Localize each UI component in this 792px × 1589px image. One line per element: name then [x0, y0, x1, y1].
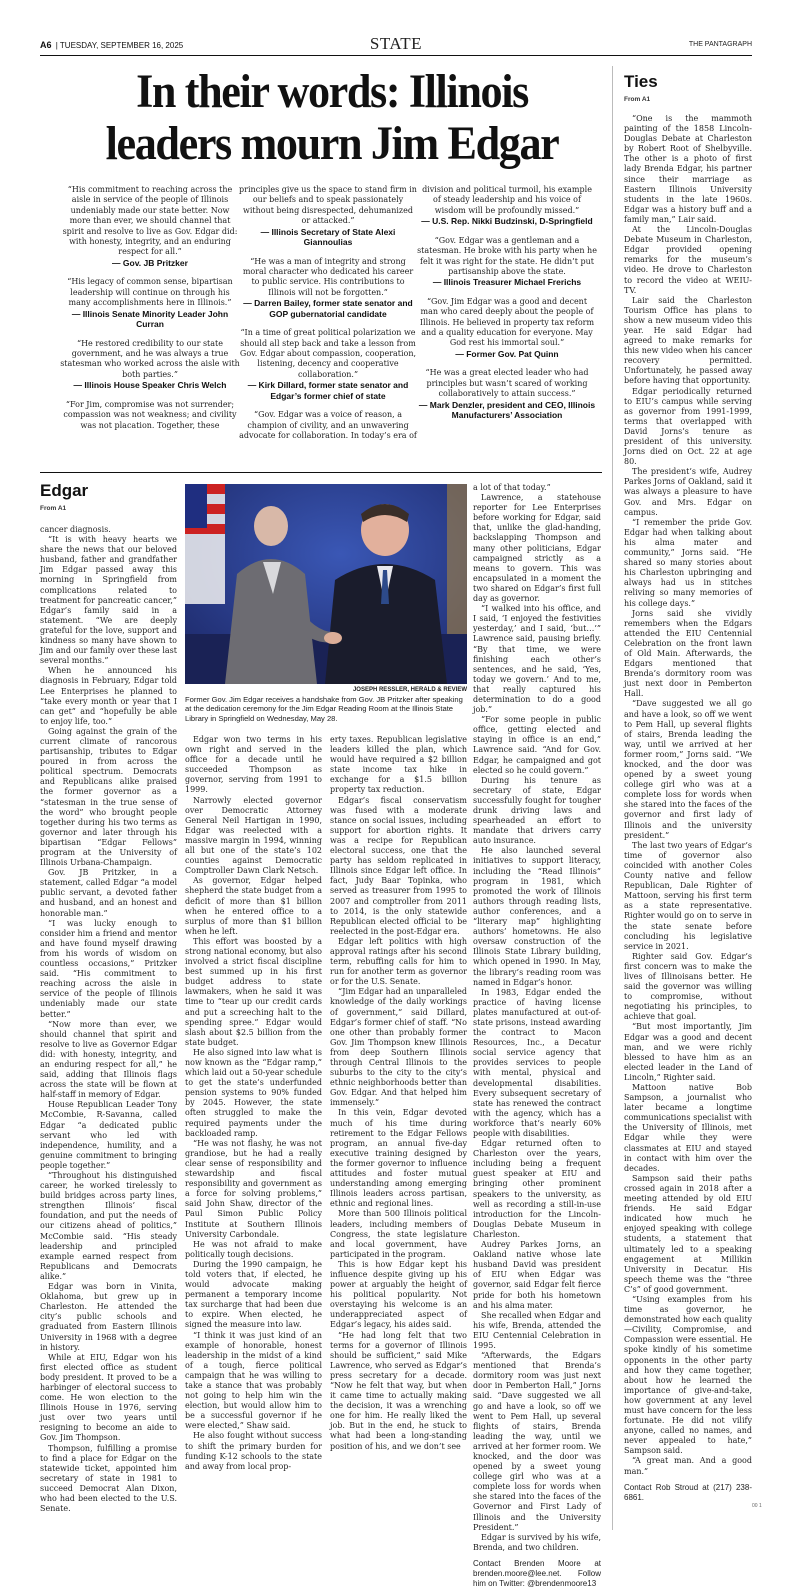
- article-paragraph: “For some people in public office, getting elected and staying in office is an end,” Lawrence said. “And for Gov. Edgar, he campaigned and got elected so he could govern.”: [473, 715, 601, 775]
- quote-text: “Gov. Edgar was a gentleman and a statesman. He broke with his party when he felt it was right for the state. He didn’t put partisanship above the state.: [417, 235, 597, 276]
- ties-heading: Ties: [624, 72, 658, 91]
- article-paragraph: More than 500 Illinois political leaders, including members of Congress, the state legislature and local government, have participated in the program.: [330, 1209, 467, 1259]
- article-paragraph: “Now more than ever, we should channel that spirit and resolve to live as Governor Edgar did: with honesty, integrity, and an enduring respect for all,” he said, adding that Illinois flags across the state will be flown at half-staff in memory of Edgar.: [40, 1019, 177, 1100]
- article-paragraph: House Republican Leader Tony McCombie, R-Savanna, called Edgar “a dedicated public servant who led with independence, humility, and a genuine commitment to bringing people together.”: [40, 1100, 177, 1170]
- article-paragraph: “I walked into his office, and I said, ‘I enjoyed the festivities yesterday,’ and I said, ‘but…’” Lawrence said, pausing briefly. “By that time, we were finishing each other’s sentences, and he said, ‘Yes, today we govern.’ And to me, that really captured his determination to do a good job.”: [473, 604, 601, 715]
- article-paragraph: Lair said the Charleston Tourism Office has plans to show a new museum video this year. He said Edgar had agreed to make remarks for this new video when his cancer recovery permitted. Unfortunately, he passed away before having that opportunity.: [624, 295, 752, 386]
- page-code: 00 1: [752, 1503, 762, 1509]
- article-paragraph: In 1983, Edgar ended the practice of having license plates manufactured at out-of-state prisons, instead awarding the contract to Macon Resources, Inc., a Decatur social service agency that provides services to people with mental, physical and developmental disabilities. Every subsequent secretary of state has renewed the contract with the agency, which has a workforce that’s nearly 60% people with disabilities.: [473, 987, 601, 1138]
- news-photo: [185, 484, 467, 684]
- tribute-quote: [60, 277, 240, 329]
- quote-text: “Gov. Edgar was a voice of reason, a champion of civility, and an unwavering advocate for collaboration. In today’s era of: [239, 410, 417, 441]
- article-paragraph: Audrey Parkes Jorns, an Oakland native whose late husband David was president of EIU when Edgar was governor, said Edgar felt fierce pride for both his hometown and his alma mater.: [473, 1240, 601, 1310]
- article-paragraph: Lawrence, a statehouse reporter for Lee Enterprises before working for Edgar, said that, unlike the glad-handing, backslapping Thompson and many other politicians, Edgar campaigned strictly as a means to govern. This was encapsulated in a moment the two shared on Edgar’s first full day as governor.: [473, 493, 601, 604]
- photo-caption: Former Gov. Jim Edgar receives a handshake from Gov. JB Pritzker after speaking at the dedication ceremony for the Jim Edgar Reading Room at the Illinois State Library in Springfield on Wednesday, May 28.: [185, 695, 463, 723]
- quote-attribution: — U.S. Rep. Nikki Budzinski, D-Springfield: [421, 216, 593, 227]
- quote-text: “He restored credibility to our state government, and he was always a true statesman who worked across the aisle with both parties.”: [60, 338, 240, 379]
- edgar-heading: Edgar: [40, 481, 89, 500]
- article-paragraph: She recalled when Edgar and his wife, Brenda, attended the EIU Centennial Celebration in 1995.: [473, 1310, 601, 1350]
- quote-attribution: — Mark Denzler, president and CEO, Illinois Manufacturers’ Association: [418, 399, 596, 421]
- article-paragraph: “I think it was just kind of an example of honorable, honest leadership in the midst of a kind of a tough, fierce political campaign that he was willing to take a stance that was probably not going to help him win the election, but would allow him to be a successful governor if he were elected,” Shaw said.: [185, 1330, 322, 1431]
- quote-text: “For Jim, compromise was not surrender; compassion was not weakness; and civility was not placation. Together, these: [63, 399, 237, 430]
- article-paragraph: During his tenure as secretary of state, Edgar successfully fought for tougher drunk driving laws and spearheaded an effort to mandate that drivers carry auto insurance.: [473, 775, 601, 846]
- section-name: STATE: [369, 34, 423, 53]
- ties-jump-line: From A1: [624, 96, 651, 103]
- edgar-column-3: [330, 735, 467, 1535]
- article-paragraph: Righter said Gov. Edgar’s first concern was to make the lives of Illinoisans better. He said the governor was willing to compromise, without negotiating his principles, to achieve that goal.: [624, 951, 752, 1022]
- quotes-column-2: [238, 185, 418, 451]
- article-paragraph: He also fought without success to shift the primary burden for funding K-12 schools to the state and away from local prop-: [185, 1431, 322, 1471]
- quote-text: “His legacy of common sense, bipartisan leadership will continue on through his many accomplishments here in Illinois.”: [67, 277, 233, 308]
- article-paragraph: During the 1990 campaign, he told voters that, if elected, he would advocate making permanent a temporary income tax surcharge that had been due to expire. When elected, he signed the measure into law.: [185, 1259, 322, 1330]
- ties-article-body: [624, 114, 752, 1534]
- photo-credit: JOSEPH RESSLER, HERALD & REVIEW: [352, 687, 467, 693]
- column-divider: [612, 66, 613, 1530]
- quotes-column-3: [417, 185, 597, 430]
- quotes-column-1: [60, 185, 240, 440]
- tribute-quote: [238, 257, 418, 320]
- section-divider: [40, 472, 602, 473]
- tribute-quote: [60, 339, 240, 391]
- quote-text: “He was a great elected leader who had principles but wasn’t scared of working collaboratively to attain success.”: [425, 368, 589, 399]
- article-paragraph: “He was not flashy, he was not grandiose, but he had a really clear sense of responsibility and stewardship and fiscal responsibility and government as a force for solving problems,” said John Shaw, director of the Paul Simon Public Policy Institute at Southern Illinois University Carbondale.: [185, 1138, 322, 1239]
- article-paragraph: This is how Edgar kept his influence despite giving up his power at arguably the height of his political popularity. Not overstaying his welcome is an underappreciated aspect of Edgar’s legacy, his aides said.: [330, 1259, 467, 1330]
- article-paragraph: cancer diagnosis.: [40, 525, 111, 534]
- article-paragraph: Edgar periodically returned to EIU’s campus while serving as governor from 1991-1999, terms that overlapped with David Jorns’s tenure as president of this university. Jorns died on Oct. 22 at age 80.: [624, 386, 752, 467]
- quote-attribution: — Kirk Dillard, former state senator and Edgar’s former chief of state: [247, 380, 409, 401]
- article-paragraph: “A great man. And a good man.”: [624, 1456, 752, 1476]
- edgar-column-4: [473, 483, 601, 1588]
- page-info: A6 | TUESDAY, SEPTEMBER 16, 2025: [40, 40, 184, 50]
- article-paragraph: The president’s wife, Audrey Parkes Jorns of Oakland, said it was always a pleasure to have Gov. and Mrs. Edgar on campus.: [624, 467, 752, 517]
- quote-attribution: — Darren Bailey, former state senator and GOP gubernatorial candidate: [243, 298, 413, 319]
- handshake-photo-illustration: [185, 484, 467, 684]
- quote-text: division and political turmoil, his example of steady leadership and his voice of wisdom will be profoundly missed.”: [422, 185, 592, 215]
- quote-attribution: — Illinois Secretary of State Alexi Giannoulias: [260, 226, 396, 248]
- edgar-jump-line: From A1: [40, 505, 67, 512]
- tribute-quote: [238, 410, 418, 441]
- quote-attribution: — Illinois Senate Minority Leader John Curran: [71, 308, 229, 330]
- edgar-column-2: [185, 735, 322, 1535]
- article-paragraph: Edgar left politics with high approval ratings after his second term, rebuffing calls for him to run for another term as governor or for the U.S. Senate.: [330, 936, 467, 987]
- tribute-quote: [238, 328, 418, 401]
- article-paragraph: Edgar was born in Vinita, Oklahoma, but grew up in Charleston. He attended the city’s public schools and graduated from Eastern Illinois University in 1968 with a degree in history.: [40, 1282, 177, 1352]
- page-number: A6: [40, 40, 52, 50]
- quote-text: “In a time of great political polarization we should all step back and take a lesson from Gov. Edgar about compassion, cooperation, listening, decency and cooperative collaboration.”: [239, 328, 417, 379]
- edgar-column-1: [40, 525, 177, 1535]
- article-paragraph: This effort was boosted by a strong national economy, but also involved a strict fiscal discipline best summed up in his first budget address to state lawmakers, when he said it was time to “tear up our credit cards and put a screeching halt to the spending spree.” Edgar would slash about $2.5 billion from the state budget.: [185, 936, 322, 1047]
- article-paragraph: erty taxes. Republican legislative leaders killed the plan, which would have required a $2 billion state income tax hike in exchange for a $1.5 billion property tax reduction.: [330, 735, 467, 795]
- article-paragraph: He was not afraid to make politically tough decisions.: [185, 1239, 322, 1259]
- tribute-quote: [417, 368, 597, 420]
- article-paragraph: Thompson, fulfilling a promise to find a place for Edgar on the statewide ticket, appointed him secretary of state in 1981 to succeed Democrat Alan Dixon, who had been elected to the U.S. Senate.: [40, 1443, 177, 1514]
- reporter-contact: Contact Rob Stroud at (217) 238-6861.: [624, 1482, 752, 1502]
- article-paragraph: When he announced his diagnosis in February, Edgar told Lee Enterprises he planned to “take every month or year that I can get” and “hopefully be able to enjoy life, too.”: [40, 666, 177, 726]
- article-paragraph: Edgar returned often to Charleston over the years, including being a frequent guest speaker at EIU and bringing other prominent speakers to the university, as well as recording a still-in-use introduction for the Lincoln-Douglas Debate Museum in Charleston.: [473, 1139, 601, 1239]
- article-paragraph: He also launched several initiatives to support literacy, including the “Read Illinois” program in 1981, which promoted the work of Illinois authors through reading lists, author conferences, and a “literary map” highlighting authors’ hometowns. He also oversaw construction of the Illinois State Library building, which opened in 1990. In May, the library’s reading room was named in Edgar’s honor.: [473, 846, 601, 987]
- article-paragraph: Jorns said she vividly remembers when the Edgars attended the EIU Centennial Celebration on the front lawn of Old Main. Afterwards, the Edgars mentioned that Brenda’s dormitory room was just next door in Pemberton Hall.: [624, 608, 752, 699]
- article-paragraph: “Throughout his distinguished career, he worked tirelessly to build bridges across party lines, strengthen Illinois’ fiscal foundation, and put the needs of our citizens ahead of politics,” McCombie said. “His steady leadership and principled example earned respect from Republicans and Democrats alike.”: [40, 1171, 177, 1281]
- article-paragraph: “I was lucky enough to consider him a friend and mentor and have found myself drawing from his words of wisdom on countless occasions,” Pritzker said. “His commitment to reaching across the aisle in service of the people of Illinois undeniably made our state better.”: [40, 918, 177, 1019]
- article-paragraph: “He had long felt that two terms for a governor of Illinois should be sufficient,” said Mike Lawrence, who served as Edgar’s press secretary for a decade. “Now he felt that way, but when it came time to actually making the decision, it was a wrenching one for him. He really liked the job. But in the end, he stuck to what had been a long-standing position of his, and we don’t see: [330, 1330, 467, 1451]
- article-paragraph: “Using examples from his time as governor, he demonstrated how each quality—Civility, Compromise, and Compassion were essential. He spoke kindly of his sometime opponents in the other party and how they came together, about how he learned the importance of give-and-take, how government at any level must have concern for the less fortunate. He did not vilify anyone, called no names, and never appealed to hate,” Sampson said.: [624, 1294, 752, 1456]
- page-date: TUESDAY, SEPTEMBER 16, 2025: [59, 41, 184, 50]
- article-paragraph: As governor, Edgar helped shepherd the state budget from a deficit of more than $1 billion when he entered office to a surplus of more than $1 billion when he left.: [185, 876, 322, 936]
- article-paragraph: “Dave suggested we all go and have a look, so off we went to Pem Hall, up several flights of stairs, Brenda leading the way, until we arrived at her former room,” Jorns said. “We knocked, and the door was opened by a sweet young college girl who was at a complete loss for words when she stared into the faces of the governor and first lady of Illinois and the university president.”: [624, 699, 752, 840]
- article-paragraph: He also signed into law what is now known as the “Edgar ramp,” which laid out a 50-year schedule to get the state’s underfunded pension systems to 90% funded by 2045. However, the state often struggled to make the required payments under the backloaded ramp.: [185, 1047, 322, 1138]
- paper-name: THE PANTAGRAPH: [688, 41, 752, 48]
- article-paragraph: Going against the grain of the current climate of rancorous partisanship, tributes to Edgar poured in from across the political spectrum. Democrats and Republicans alike praised the former governor as a “statesman in the true sense of the word” who brought people together during his two terms as governor and later through his bipartisan “Edgar Fellows” program at the University of Illinois Urbana-Champaign.: [40, 726, 177, 868]
- quote-text: principles give us the space to stand firm in our beliefs and to speak passionately without being disrespected, dehumanized or attacked.”: [239, 185, 417, 226]
- page-header: [40, 36, 752, 56]
- article-paragraph: “But most importantly, Jim Edgar was a good and decent man, and we were richly blessed to have him as an elected leader in the Land of Lincoln,” Righter said.: [624, 1022, 752, 1082]
- article-paragraph: Narrowly elected governor over Democratic Attorney General Neil Hartigan in 1990, Edgar was reelected with a massive margin in 1994, winning all but one of the state’s 102 counties against Democratic Comptroller Dawn Clark Netsch.: [185, 795, 322, 876]
- quote-attribution: — Illinois House Speaker Chris Welch: [73, 380, 227, 391]
- tribute-quote: [238, 185, 418, 248]
- quote-attribution: — Illinois Treasurer Michael Frerichs: [432, 277, 582, 288]
- quote-attribution: — Former Gov. Pat Quinn: [455, 348, 559, 359]
- tribute-quote: [60, 185, 240, 268]
- quote-text: “His commitment to reaching across the aisle in service of the people of Illinois undeniably made our state better. Now more than ever, we should channel that spirit and resolve to live as Gov. Edgar did: with honesty, integrity, and an enduring respect for all.”: [62, 185, 238, 257]
- quote-attribution: — Gov. JB Pritzker: [112, 257, 188, 268]
- article-paragraph: Mattoon native Bob Sampson, a journalist who later became a longtime communications specialist with the University of Illinois, met Edgar while they were classmates at EIU and stayed in contact with him over the decades.: [624, 1083, 752, 1173]
- tribute-quote: [417, 297, 597, 360]
- article-paragraph: Gov. JB Pritzker, in a statement, called Edgar “a model public servant, a devoted father and husband, and an honest and honorable man.”: [40, 868, 177, 918]
- article-paragraph: Edgar is survived by his wife, Brenda, and two children.: [473, 1532, 601, 1552]
- article-paragraph: The last two years of Edgar’s time of governor also coincided with another Coles County native and fellow Republican, Dale Righter of Mattoon, serving his first term as a state representative. Righter would go on to serve in the state senate before concluding his legislative service in 2021.: [624, 840, 752, 951]
- reporter-contact: Contact Brenden Moore at brenden.moore@lee.net. Follow him on Twitter: @brendenmoore13: [473, 1558, 601, 1588]
- article-paragraph: At the Lincoln-Douglas Debate Museum in Charleston, Edgar provided opening remarks for the museum’s video. He drove to Charleston to record the video at WEIU-TV.: [624, 225, 752, 295]
- article-paragraph: “Afterwards, the Edgars mentioned that Brenda’s dormitory room was just next door in Pemberton Hall,” Jorns said. “Dave suggested we all go and have a look, so off we went to Pem Hall, up several flights of stairs, Brenda leading the way, until we arrived at her former room. We knocked, and the door was opened by a sweet young college girl who was at a complete loss for words when she stared into the faces of the Governor and First Lady of Illinois and the University President.”: [473, 1351, 601, 1532]
- article-paragraph: “I remember the pride Gov. Edgar had when talking about his alma mater and community,” Jorns said. “He shared so many stories about his Charleston upbringing and always had us in stitches reliving so many memories of his college days.”: [624, 517, 752, 608]
- tribute-quote: [417, 236, 597, 288]
- article-paragraph: Sampson said their paths crossed again in 2018 after a meeting attended by old EIU friends. He said Edgar indicated how much he enjoyed speaking with college students, a statement that ultimately led to a speaking engagement at Millikin University in Decatur. His speech theme was the “three C’s” of good government.: [624, 1173, 752, 1294]
- article-paragraph: While at EIU, Edgar won his first elected office as student body president. It proved to be a harbinger of electoral success to come. He won election to the Illinois House in 1976, serving just over two years until resigning to become an aide to Gov. Jim Thompson.: [40, 1352, 177, 1443]
- article-paragraph: “Jim Edgar had an unparalleled knowledge of the daily workings of government,” said Dillard, Edgar’s former chief of staff. “No one other than probably former Gov. Jim Thompson knew Illinois from deep Southern Illinois through Central Illinois to the suburbs to the city to the city’s ethnic neighborhoods better than Gov. Edgar. And that helped him immensely.”: [330, 987, 467, 1108]
- quote-text: “He was a man of integrity and strong moral character who dedicated his career to public service. His contributions to Illinois will not be forgotten.”: [242, 256, 414, 297]
- article-paragraph: “One is the mammoth painting of the 1858 Lincoln-Douglas Debate at Charleston by Robert Root of Shelbyville. The other is a photo of first lady Brenda Edgar, his partner since their marriage as Eastern Illinois University students in the late 1960s. Edgar was a history buff and a family man,” Lair said.: [624, 114, 752, 224]
- tribute-quote: [60, 400, 240, 431]
- page-headline: In their words: Illinois leaders mourn Jim Edgar: [105, 65, 559, 170]
- tribute-quote: [417, 185, 597, 227]
- quote-text: “Gov. Jim Edgar was a good and decent man who cared deeply about the people of Illinois. He believed in property tax reform and a quality education for everyone. May God rest his immortal soul.”: [419, 296, 595, 348]
- article-paragraph: Edgar won two terms in his own right and served in the office for a decade until he succeeded Thompson as governor, serving from 1991 to 1999.: [185, 735, 322, 795]
- article-paragraph: Edgar’s fiscal conservatism was fused with a moderate stance on social issues, including support for abortion rights. It was a recipe for Republican electoral success, one that the party has seldom replicated in Illinois since Edgar left office. In fact, Judy Baar Topinka, who served as treasurer from 1995 to 2007 and comptroller from 2011 to 2014, is the only statewide Republican elected official to be reelected in the post-Edgar era.: [330, 795, 467, 936]
- article-paragraph: In this vein, Edgar devoted much of his time during retirement to the Edgar Fellows program, an annual five-day executive training designed by the former governor to influence attitudes and foster mutual understanding among emerging Illinois leaders across partisan, ethnic and regional lines.: [330, 1108, 467, 1209]
- article-paragraph: “It is with heavy hearts we share the news that our beloved husband, father and grandfather Jim Edgar passed away this morning in Springfield from complications related to treatment for pancreatic cancer,” Edgar’s family said in a statement. “We are deeply grateful for the love, support and kindness so many have shown to Jim and our family over these last several months.”: [40, 535, 177, 666]
- article-paragraph: a lot of that today.”: [473, 483, 551, 492]
